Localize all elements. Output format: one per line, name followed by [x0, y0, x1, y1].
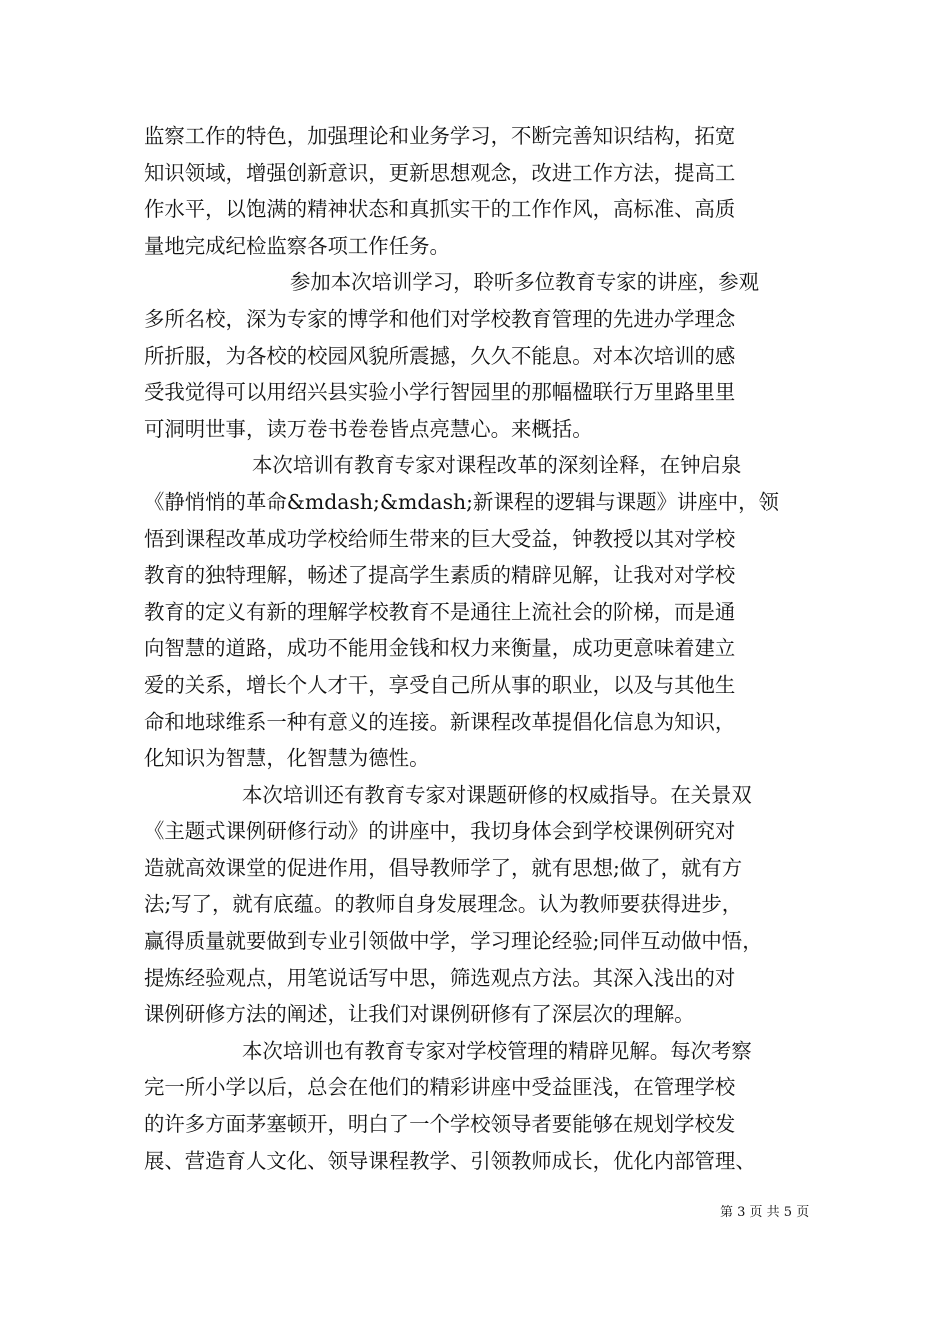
paragraph-3	[144, 447, 824, 776]
text-line: 法;写了，就有底蕴。的教师自身发展理念。认为教师要获得进步，	[144, 892, 743, 917]
text-line: 教育的定义有新的理解学校教育不是通往上流社会的阶梯，而是通	[144, 599, 736, 624]
text-line: 提炼经验观点，用笔说话写中思，筛选观点方法。其深入浅出的对	[144, 965, 736, 990]
text-line: 爱的关系，增长个人才干，享受自己所从事的职业，以及与其他生	[144, 672, 736, 697]
text-line: 本次培训还有教育专家对课题研修的权威指导。在关景双	[242, 782, 752, 807]
text-line: 造就高效课堂的促进作用，倡导教师学了，就有思想;做了，就有方	[144, 855, 743, 880]
text-line: 展、营造育人文化、领导课程教学、引领教师成长，优化内部管理、	[144, 1148, 756, 1173]
text-line: 作水平，以饱满的精神状态和真抓实干的工作作风，高标准、高质	[144, 197, 736, 222]
text-line: 化知识为智慧，化智慧为德性。	[144, 746, 430, 771]
text-line: 多所名校，深为专家的博学和他们对学校教育管理的先进办学理念	[144, 306, 736, 331]
text-line: 量地完成纪检监察各项工作任务。	[144, 233, 450, 258]
text-line: 命和地球维系一种有意义的连接。新课程改革提倡化信息为知识，	[144, 709, 736, 734]
text-line: 所折服，为各校的校园风貌所震撼，久久不能息。对本次培训的感	[144, 343, 736, 368]
text-line: 《主题式课例研修行动》的讲座中，我切身体会到学校课例研究对	[144, 819, 736, 844]
text-line: 完一所小学以后，总会在他们的精彩讲座中受益匪浅，在管理学校	[144, 1075, 736, 1100]
paragraph-2	[144, 264, 824, 447]
text-line: 参加本次培训学习，聆听多位教育专家的讲座，参观	[290, 270, 759, 295]
text-line: 赢得质量就要做到专业引领做中学，学习理论经验;同伴互动做中悟，	[144, 929, 763, 954]
paragraph-4	[144, 777, 824, 1033]
text-line: 教育的独特理解，畅述了提高学生素质的精辟见解，让我对对学校	[144, 563, 736, 588]
paragraph-1	[144, 118, 824, 264]
text-line: 《静悄悄的革命&mdash;&mdash;新课程的逻辑与课题》讲座中，领	[144, 489, 779, 514]
text-line: 本次培训也有教育专家对学校管理的精辟见解。每次考察	[242, 1038, 752, 1063]
paragraph-5	[144, 1033, 824, 1179]
text-line: 监察工作的特色，加强理论和业务学习，不断完善知识结构，拓宽	[144, 124, 736, 148]
text-line: 本次培训有教育专家对课程改革的深刻诠释，在钟启泉	[252, 453, 742, 478]
page-number: 第 3 页 共 5 页	[720, 1205, 810, 1220]
text-line: 受我觉得可以用绍兴县实验小学行智园里的那幅楹联行万里路里里	[144, 380, 736, 405]
text-line: 的许多方面茅塞顿开，明白了一个学校领导者要能够在规划学校发	[144, 1112, 736, 1137]
document-body	[144, 118, 824, 1179]
text-line: 可洞明世事，读万卷书卷卷皆点亮慧心。来概括。	[144, 416, 593, 441]
text-line: 课例研修方法的阐述，让我们对课例研修有了深层次的理解。	[144, 1002, 695, 1027]
text-line: 向智慧的道路，成功不能用金钱和权力来衡量，成功更意味着建立	[144, 636, 736, 661]
text-line: 悟到课程改革成功学校给师生带来的巨大受益，钟教授以其对学校	[144, 526, 736, 551]
text-line: 知识领域，增强创新意识，更新思想观念，改进工作方法，提高工	[144, 160, 736, 185]
